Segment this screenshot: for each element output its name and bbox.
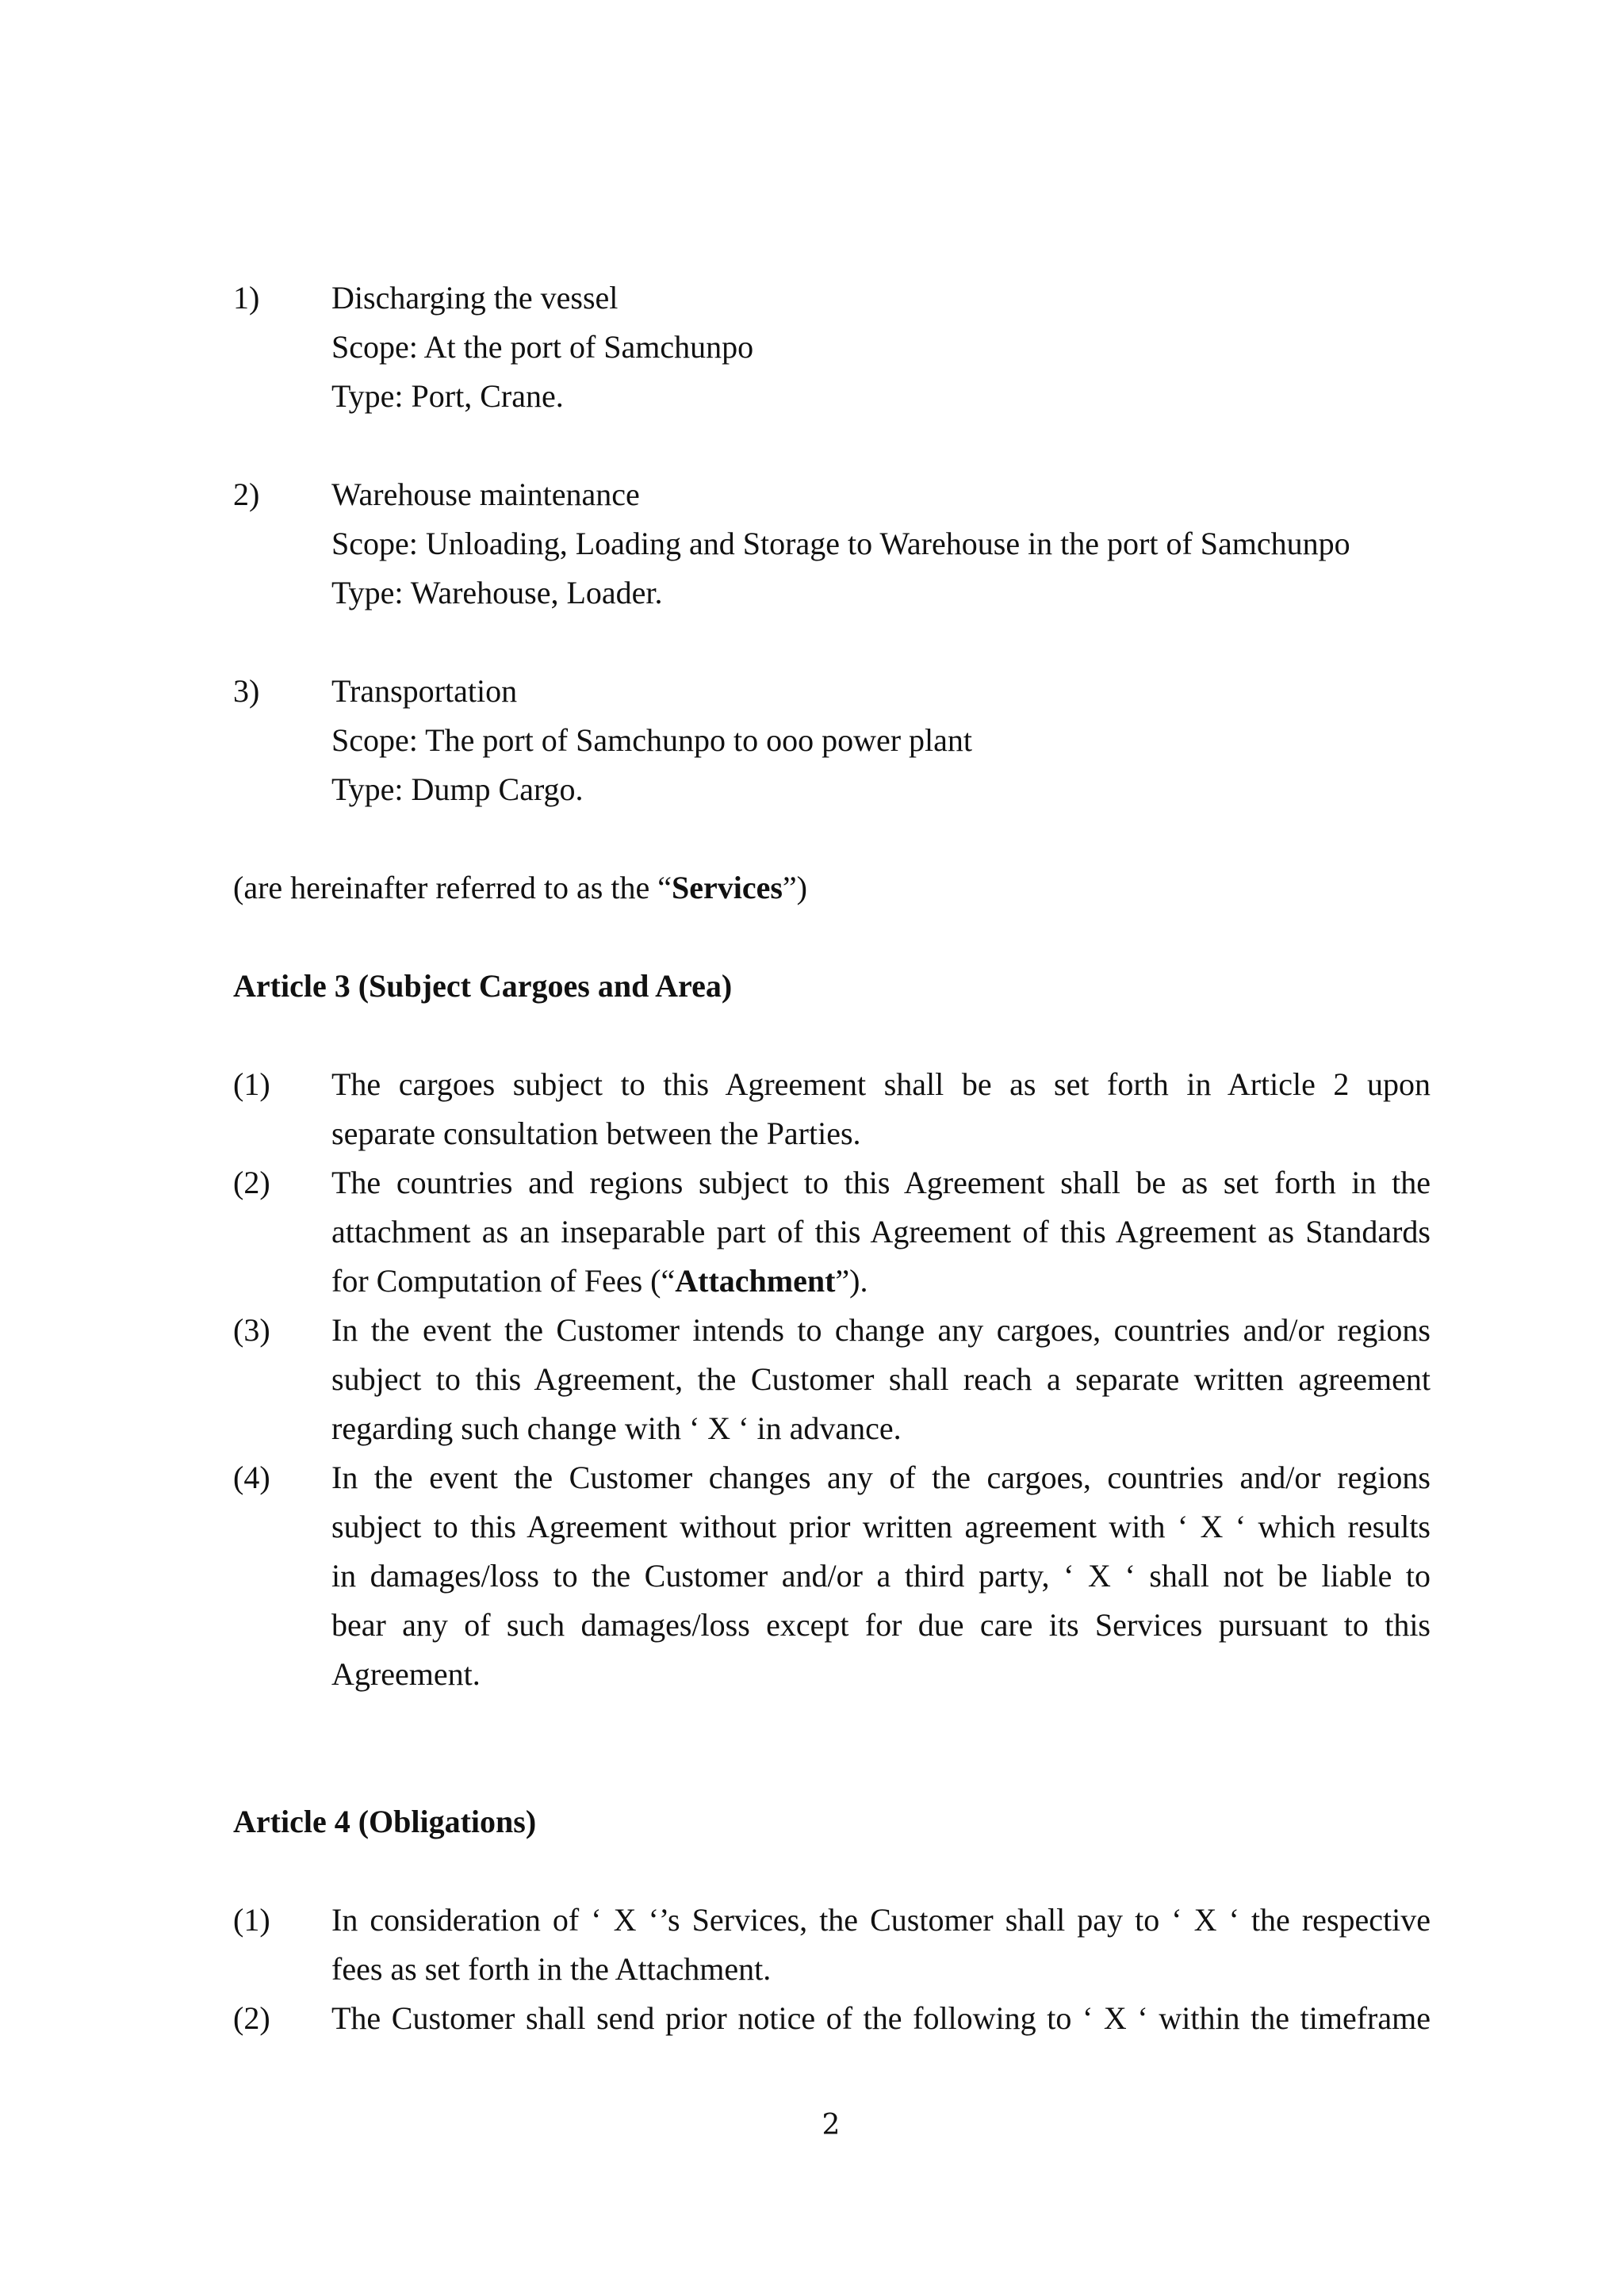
clause-line: subject to this Agreement without prior written agreement with ‘ X ‘ which results bbox=[331, 1509, 1431, 1544]
clause-number: (3) bbox=[233, 1312, 270, 1348]
clause-line: bear any of such damages/loss except for due care its Services pursuant to this bbox=[331, 1607, 1431, 1643]
article-heading: Article 4 (Obligations) bbox=[233, 1804, 537, 1839]
list-number: 2) bbox=[233, 476, 260, 512]
clause-number: (2) bbox=[233, 1165, 270, 1200]
list-item-scope: Scope: The port of Samchunpo to ooo power plant bbox=[331, 722, 973, 758]
page-number: 2 bbox=[822, 2109, 841, 2141]
definition-suffix: ”) bbox=[782, 870, 807, 905]
clause-line: Agreement. bbox=[331, 1656, 481, 1692]
clause-line bbox=[331, 1257, 868, 1306]
clause-line: in damages/loss to the Customer and/or a third party, ‘ X ‘ shall not be liable to bbox=[331, 1558, 1431, 1594]
defined-term: Attachment bbox=[675, 1263, 836, 1299]
services-definition bbox=[233, 863, 807, 913]
list-item-scope: Scope: Unloading, Loading and Storage to Warehouse in the port of Samchunpo bbox=[331, 526, 1350, 561]
list-item-type: Type: Warehouse, Loader. bbox=[331, 575, 663, 610]
list-number: 3) bbox=[233, 673, 260, 709]
clause-line: In consideration of ‘ X ‘’s Services, the Customer shall pay to ‘ X ‘ the respective bbox=[331, 1902, 1431, 1938]
definition-prefix: (are hereinafter referred to as the “ bbox=[233, 870, 672, 905]
clause-line: The countries and regions subject to this Agreement shall be as set forth in the bbox=[331, 1165, 1431, 1200]
article-heading: Article 3 (Subject Cargoes and Area) bbox=[233, 968, 733, 1004]
clause-number: (1) bbox=[233, 1066, 270, 1102]
list-item-type: Type: Port, Crane. bbox=[331, 378, 564, 414]
clause-line-prefix: for Computation of Fees (“ bbox=[331, 1263, 676, 1299]
list-item-scope: Scope: At the port of Samchunpo bbox=[331, 329, 754, 365]
clause-line: attachment as an inseparable part of this Agreement of this Agreement as Standards bbox=[331, 1214, 1431, 1249]
clause-number: (4) bbox=[233, 1460, 270, 1495]
clause-line: fees as set forth in the Attachment. bbox=[331, 1951, 772, 1987]
clause-line: regarding such change with ‘ X ‘ in advance. bbox=[331, 1410, 902, 1446]
list-item-title: Transportation bbox=[331, 673, 518, 709]
list-item-type: Type: Dump Cargo. bbox=[331, 771, 584, 807]
clause-number: (2) bbox=[233, 2000, 270, 2036]
clause-line: The Customer shall send prior notice of the following to ‘ X ‘ within the timeframe bbox=[331, 2000, 1431, 2036]
list-number: 1) bbox=[233, 280, 260, 316]
clause-number: (1) bbox=[233, 1902, 270, 1938]
list-item-title: Discharging the vessel bbox=[331, 280, 619, 316]
defined-term: Services bbox=[671, 870, 783, 905]
clause-line-suffix: ”). bbox=[835, 1263, 868, 1299]
clause-line: In the event the Customer intends to change any cargoes, countries and/or regions bbox=[331, 1312, 1431, 1348]
clause-line: separate consultation between the Parties. bbox=[331, 1115, 861, 1151]
clause-line: subject to this Agreement, the Customer shall reach a separate written agreement bbox=[331, 1361, 1431, 1397]
clause-line: In the event the Customer changes any of the cargoes, countries and/or regions bbox=[331, 1460, 1431, 1495]
clause-line: The cargoes subject to this Agreement shall be as set forth in Article 2 upon bbox=[331, 1066, 1431, 1102]
list-item-title: Warehouse maintenance bbox=[331, 476, 640, 512]
